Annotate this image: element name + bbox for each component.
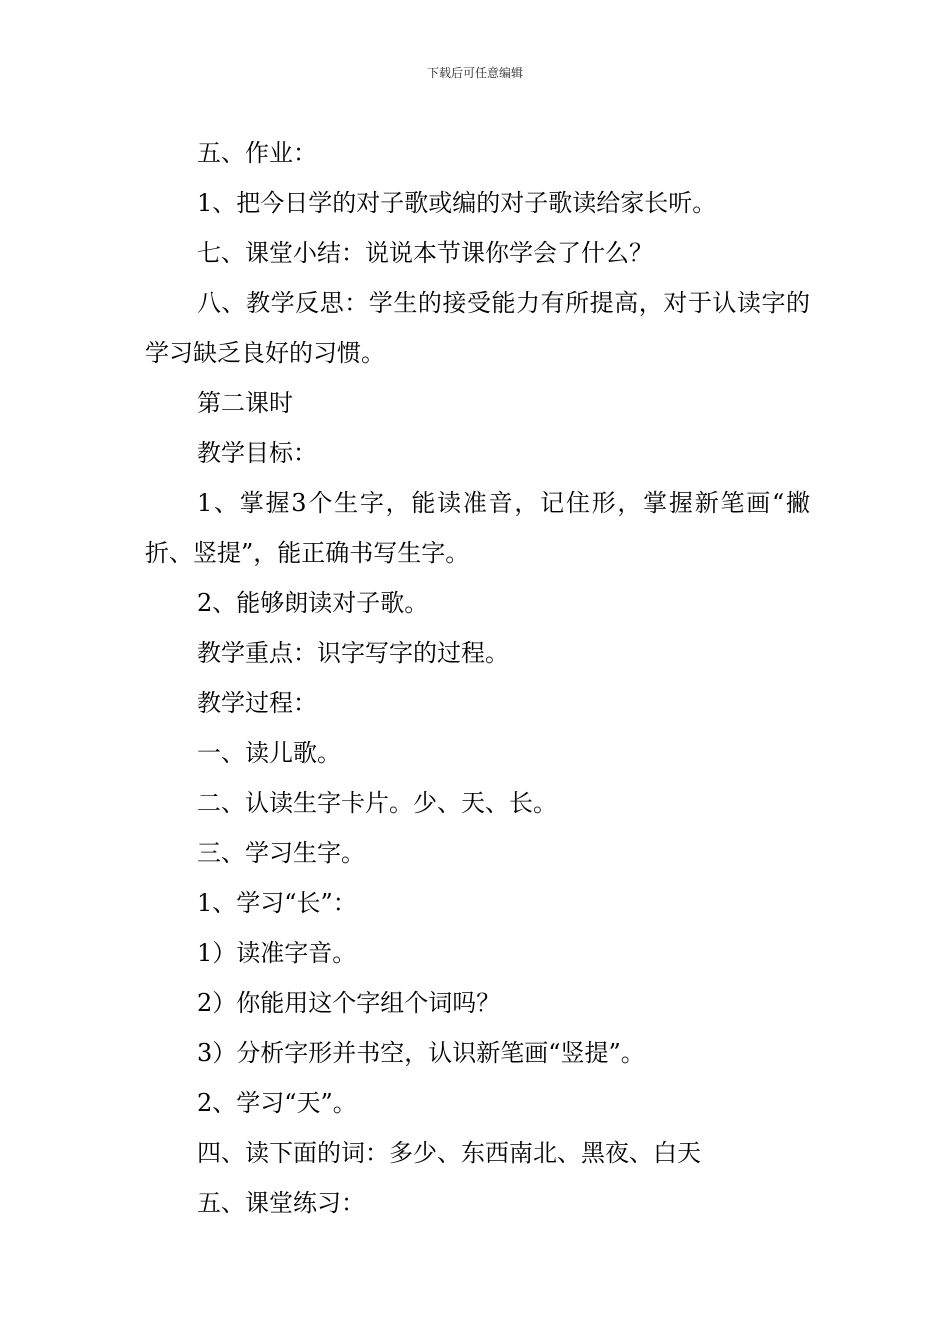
paragraph-step-4: 四、读下面的词：多少、东西南北、黑夜、白天 (197, 1139, 701, 1167)
paragraph-goal-1: 1、掌握3个生字，能读准音，记住形，掌握新笔画“撇折、竖提”，能正确书写生字。 (145, 489, 810, 567)
paragraph-substep-2: 2）你能用这个字组个词吗？ (197, 989, 501, 1017)
paragraph-learn-tian: 2、学习“天”。 (197, 1089, 357, 1117)
paragraph-key-points: 教学重点：识字写字的过程。 (197, 639, 509, 667)
paragraph-teaching-goals-heading: 教学目标： (197, 439, 317, 467)
paragraph-substep-3: 3）分析字形并书空，认识新笔画“竖提”。 (197, 1039, 645, 1067)
paragraph-step-1: 一、读儿歌。 (197, 739, 341, 767)
document-body (145, 128, 810, 1228)
paragraph-step-5: 五、课堂练习： (197, 1189, 365, 1217)
paragraph-class-summary: 七、课堂小结：说说本节课你学会了什么？ (197, 239, 653, 267)
paragraph-step-3: 三、学习生字。 (197, 839, 365, 867)
paragraph-homework-heading: 五、作业： (197, 139, 317, 167)
paragraph-teaching-reflection: 八、教学反思：学生的接受能力有所提高，对于认读字的学习缺乏良好的习惯。 (145, 289, 810, 367)
paragraph-learn-chang: 1、学习“长”： (197, 889, 357, 917)
paragraph-step-2: 二、认读生字卡片。少、天、长。 (197, 789, 557, 817)
paragraph-second-lesson: 第二课时 (197, 389, 293, 417)
paragraph-homework-item: 1、把今日学的对子歌或编的对子歌读给家长听。 (197, 189, 717, 217)
paragraph-goal-2: 2、能够朗读对子歌。 (197, 589, 429, 617)
page-header: 下载后可任意编辑 (426, 66, 523, 80)
paragraph-substep-1: 1）读准字音。 (197, 939, 357, 967)
paragraph-process-heading: 教学过程： (197, 689, 317, 717)
